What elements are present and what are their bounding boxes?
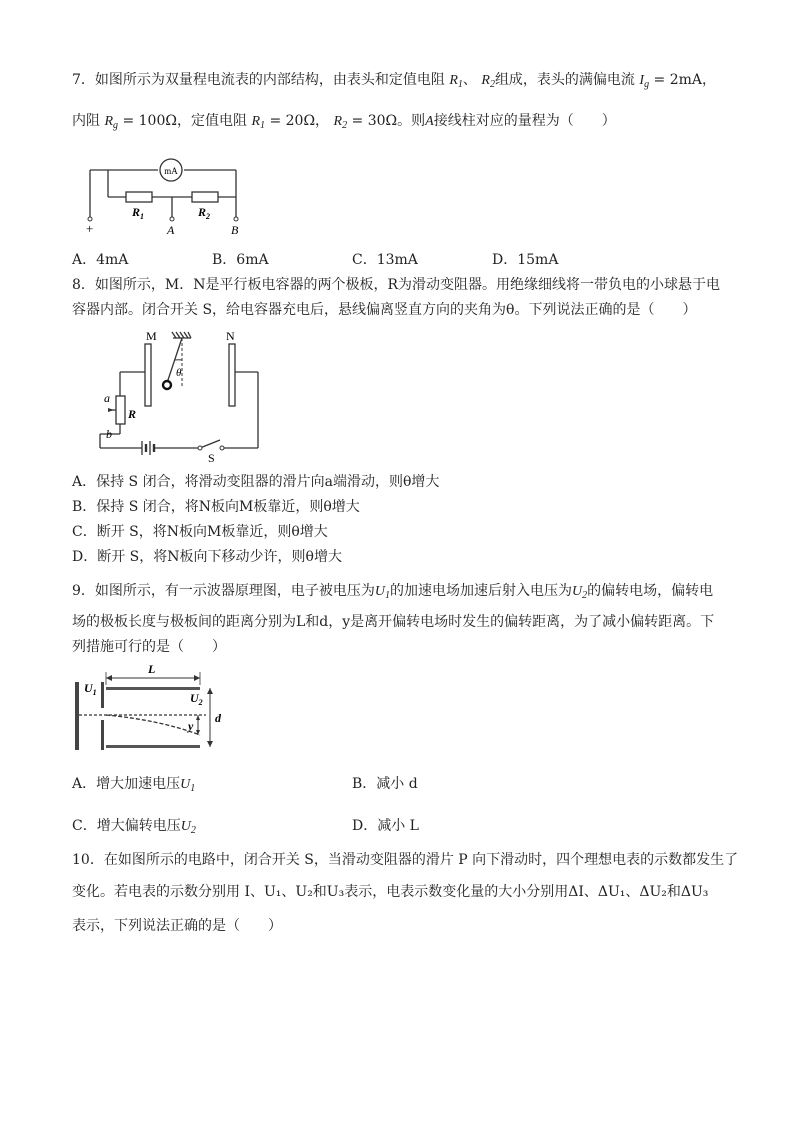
label-r1: $R_1$ xyxy=(132,205,145,221)
label-d: d xyxy=(215,711,221,725)
q7-text: 组成，表头的满偏电流 xyxy=(494,72,635,88)
option-text: A．增大加速电压 xyxy=(72,776,181,792)
plate-n xyxy=(229,344,235,406)
q7-option-a[interactable]: A．4mA xyxy=(72,252,129,268)
label-y: y xyxy=(188,719,194,733)
q9-stem-line1 xyxy=(72,581,713,606)
q7-option-d[interactable]: D．15mA xyxy=(492,252,559,268)
meter-label: mA xyxy=(164,166,178,176)
var-u1: $U_1$ xyxy=(374,584,391,601)
label-u1: $U_1$ xyxy=(84,681,97,697)
option-var: $U_2$ xyxy=(180,819,196,836)
q9-option-a[interactable] xyxy=(72,774,195,799)
q9-oscilloscope-diagram xyxy=(70,660,240,755)
q7-text: 接线柱对应的量程为（ ） xyxy=(433,113,616,129)
label-terminal-a: A xyxy=(167,223,175,237)
q10-stem-line3: 表示，下列说法正确的是（ ） xyxy=(72,918,282,934)
var-a: A xyxy=(425,114,434,129)
q8-option-d[interactable]: D．断开 S，将N板向下移动少许，则θ增大 xyxy=(72,549,342,565)
var-u2: $U_2$ xyxy=(572,584,588,601)
q7-option-c[interactable]: C．13mA xyxy=(352,252,418,268)
option-text: B．减小 d xyxy=(352,776,418,792)
label-plus: + xyxy=(86,221,94,236)
q9-stem-line2: 场的极板长度与极板间的距离分别为L和d，y是离开偏转电场时发生的偏转距离，为了减小偏转距离。下 xyxy=(72,614,715,630)
var-r1: $R_1$ xyxy=(449,73,463,90)
q10-stem-line2: 变化。若电表的示数分别用 I、U₁、U₂和U₃表示，电表示数变化量的大小分别用ΔI、ΔU₁、ΔU₂和ΔU₃ xyxy=(72,884,709,900)
label-n: N xyxy=(226,329,235,343)
q8-stem-line2: 容器内部。闭合开关 S，给电容器充电后，悬线偏离竖直方向的夹角为θ。下列说法正确的是（ ） xyxy=(72,302,697,318)
q7-text: 、 xyxy=(462,72,477,88)
q7-text: 7．如图所示为双量程电流表的内部结构，由表头和定值电阻 xyxy=(72,72,445,88)
q9-stem-line3: 列措施可行的是（ ） xyxy=(72,639,226,655)
q7-circuit-diagram xyxy=(80,152,250,237)
q8-option-a[interactable]: A．保持 S 闭合，将滑动变阻器的滑片向a端滑动，则θ增大 xyxy=(72,474,440,490)
q8-option-b[interactable]: B．保持 S 闭合，将N板向M板靠近，则θ增大 xyxy=(72,499,360,515)
label-s: S xyxy=(208,451,215,465)
q7-text: = 20Ω， xyxy=(269,113,330,129)
label-theta: θ xyxy=(176,367,182,379)
q9-text: 的加速电场加速后射入电压为 xyxy=(390,583,573,599)
plate-m xyxy=(145,344,151,406)
label-r: R xyxy=(128,407,137,421)
option-var: $U_1$ xyxy=(180,777,196,794)
var-ig: $I_g$ xyxy=(639,73,650,90)
q7-text: 内阻 xyxy=(72,113,100,129)
q9-option-d[interactable] xyxy=(352,816,419,836)
var-rg: $R_g$ xyxy=(104,114,119,131)
label-l: L xyxy=(148,662,156,676)
deflection-plate-top xyxy=(106,687,200,690)
deflection-plate-bottom xyxy=(106,745,200,748)
q7-text: = 100Ω，定值电阻 xyxy=(122,113,247,129)
q9-option-c[interactable] xyxy=(72,816,196,841)
label-u2: $U_2$ xyxy=(190,691,203,707)
q8-option-c[interactable]: C．断开 S，将N板向M板靠近，则θ增大 xyxy=(72,524,328,540)
var-r2: $R_2$ xyxy=(481,73,495,90)
charged-ball xyxy=(163,381,171,389)
var-r1: $R_1$ xyxy=(251,114,265,131)
q10-stem-line1: 10．在如图所示的电路中，闭合开关 S，当滑动变阻器的滑片 P 向下滑动时，四个理想电表的示数都发生了 xyxy=(72,852,739,868)
option-text: D．减小 L xyxy=(352,818,419,834)
label-m: M xyxy=(146,329,157,343)
q9-text: 9．如图所示，有一示波器原理图，电子被电压为 xyxy=(72,583,375,599)
q7-text: = 30Ω。则 xyxy=(351,113,426,129)
q9-text: 的偏转电场，偏转电 xyxy=(587,583,714,599)
q9-option-b[interactable] xyxy=(352,774,418,794)
q8-capacitor-diagram xyxy=(80,328,270,463)
q7-text: = 2mA， xyxy=(653,72,716,88)
option-text: C．增大偏转电压 xyxy=(72,818,181,834)
q8-stem-line1: 8．如图所示，M．N是平行板电容器的两个极板，R为滑动变阻器。用绝缘细线将一带负电的小球悬于电 xyxy=(72,277,721,293)
q7-stem-line1 xyxy=(72,70,716,95)
q7-stem-line2 xyxy=(72,111,616,136)
var-r2: $R_2$ xyxy=(333,114,348,131)
label-b: b xyxy=(106,427,112,441)
q7-option-b[interactable]: B．6mA xyxy=(212,252,269,268)
label-r2: $R_2$ xyxy=(198,205,211,221)
label-a: a xyxy=(104,391,110,405)
label-terminal-b: B xyxy=(231,223,239,237)
